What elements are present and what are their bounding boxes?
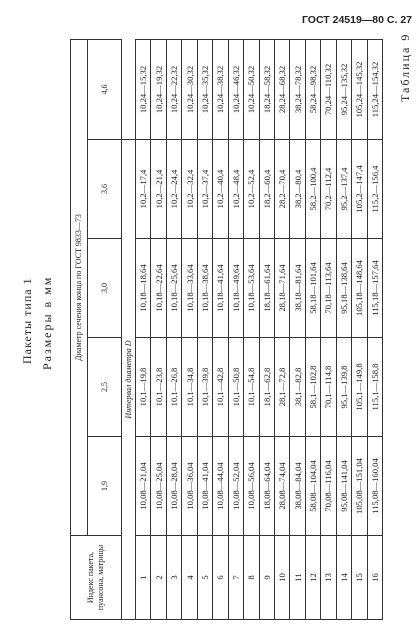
- range-cell: 10,2—52,4: [244, 140, 259, 239]
- range-cell: 10,24—19,32: [151, 39, 166, 139]
- diameter-column-header: 3,6: [88, 140, 122, 239]
- range-cell: 95,08—141,04: [336, 437, 351, 536]
- range-cell: 10,24—15,32: [136, 39, 151, 139]
- table-row: [367, 39, 382, 619]
- row-index: 15: [352, 536, 367, 620]
- table-row: [228, 39, 243, 619]
- range-cell: 70,2—112,4: [321, 140, 336, 239]
- row-index: 2: [151, 536, 166, 620]
- range-cell: 10,18—33,64: [182, 239, 197, 338]
- row-index: 6: [213, 536, 228, 620]
- range-cell: 18,1—62,8: [259, 338, 274, 437]
- interval-header: Интервал диаметра D: [122, 140, 136, 620]
- range-cell: 38,18—81,64: [290, 239, 305, 338]
- row-index: 13: [321, 536, 336, 620]
- table-row: [182, 39, 197, 619]
- range-cell: 10,24—50,32: [244, 39, 259, 139]
- diameter-header: Диаметр сечения конца по ГОСТ 9833—73: [71, 39, 88, 535]
- diameter-column-header: 1,9: [88, 437, 122, 536]
- range-cell: 18,18—61,64: [259, 239, 274, 338]
- range-cell: 10,1—50,8: [228, 338, 243, 437]
- row-index: 11: [290, 536, 305, 620]
- table-row: [352, 39, 367, 619]
- row-index: 8: [244, 536, 259, 620]
- table-row: [197, 39, 212, 619]
- range-cell: 10,18—41,64: [213, 239, 228, 338]
- range-cell: 38,2—80,4: [290, 140, 305, 239]
- range-cell: 10,24—22,32: [166, 39, 181, 139]
- table-row: [321, 39, 336, 619]
- table-row: [274, 39, 289, 619]
- range-cell: 18,2—60,4: [259, 140, 274, 239]
- range-cell: 10,24—35,32: [197, 39, 212, 139]
- range-cell: 10,2—24,4: [166, 140, 181, 239]
- range-cell: 105,18—148,64: [352, 239, 367, 338]
- range-cell: 38,1—82,8: [290, 338, 305, 437]
- range-cell: 10,2—21,4: [151, 140, 166, 239]
- range-cell: 95,24—135,32: [336, 39, 351, 139]
- range-cell: 10,1—54,8: [244, 338, 259, 437]
- table-row: [151, 39, 166, 619]
- row-index: 12: [305, 536, 320, 620]
- range-cell: 10,2—37,4: [197, 140, 212, 239]
- range-cell: 115,08—160,04: [367, 437, 382, 536]
- range-cell: 105,2—147,4: [352, 140, 367, 239]
- table-row: [166, 39, 181, 619]
- row-index: 5: [197, 536, 212, 620]
- table-row: [259, 39, 274, 619]
- range-cell: 115,24—154,32: [367, 39, 382, 139]
- range-cell: 115,18—157,64: [367, 239, 382, 338]
- table-subtitle: Размеры в мм: [40, 275, 54, 370]
- range-cell: 70,1—114,8: [321, 338, 336, 437]
- diameter-column-header: 3,0: [88, 239, 122, 338]
- range-cell: 105,08—151,04: [352, 437, 367, 536]
- table-title: Пакеты типа 1: [20, 277, 34, 364]
- range-cell: 38,24—78,32: [290, 39, 305, 139]
- row-index: 1: [136, 536, 151, 620]
- range-cell: 10,2—48,4: [228, 140, 243, 239]
- index-column-header: Индекс пакета, пуансона, матрицы: [71, 536, 122, 620]
- range-cell: 10,1—19,8: [136, 338, 151, 437]
- range-cell: 10,1—42,8: [213, 338, 228, 437]
- range-cell: 10,08—36,04: [182, 437, 197, 536]
- range-cell: 70,18—113,64: [321, 239, 336, 338]
- page-header: ГОСТ 24519—80 С. 27: [301, 14, 412, 26]
- range-cell: 10,24—46,32: [228, 39, 243, 139]
- dimensions-table: [70, 39, 383, 620]
- table-number: Таблица 9: [398, 32, 412, 102]
- range-cell: 10,08—44,04: [213, 437, 228, 536]
- range-cell: 10,18—25,64: [166, 239, 181, 338]
- range-cell: 10,08—21,04: [136, 437, 151, 536]
- table-row: [290, 39, 305, 619]
- row-index: 14: [336, 536, 351, 620]
- range-cell: 70,24—110,32: [321, 39, 336, 139]
- row-index: 16: [367, 536, 382, 620]
- range-cell: 10,08—56,04: [244, 437, 259, 536]
- range-cell: 105,24—145,32: [352, 39, 367, 139]
- range-cell: 115,1—158,8: [367, 338, 382, 437]
- row-index: 4: [182, 536, 197, 620]
- range-cell: 105,1—149,8: [352, 338, 367, 437]
- range-cell: 10,08—28,04: [166, 437, 181, 536]
- range-cell: 10,1—39,8: [197, 338, 212, 437]
- range-cell: 10,08—52,04: [228, 437, 243, 536]
- range-cell: 28,1—72,8: [274, 338, 289, 437]
- range-cell: 10,18—49,64: [228, 239, 243, 338]
- range-cell: 18,08—64,04: [259, 437, 274, 536]
- table-row: [336, 39, 351, 619]
- row-index: 7: [228, 536, 243, 620]
- range-cell: 10,2—32,4: [182, 140, 197, 239]
- table-row: [244, 39, 259, 619]
- range-cell: 10,1—23,8: [151, 338, 166, 437]
- range-cell: 10,24—38,32: [213, 39, 228, 139]
- range-cell: 38,08—84,04: [290, 437, 305, 536]
- range-cell: 18,24—58,32: [259, 39, 274, 139]
- range-cell: 10,18—53,64: [244, 239, 259, 338]
- row-index: 9: [259, 536, 274, 620]
- range-cell: 58,2—100,4: [305, 140, 320, 239]
- table-row: [136, 39, 151, 619]
- range-cell: 10,2—17,4: [136, 140, 151, 239]
- range-cell: 28,2—70,4: [274, 140, 289, 239]
- range-cell: 28,24—68,32: [274, 39, 289, 139]
- range-cell: 10,08—25,04: [151, 437, 166, 536]
- range-cell: 10,1—34,8: [182, 338, 197, 437]
- diameter-column-header: 2,5: [88, 338, 122, 437]
- range-cell: 95,2—137,4: [336, 140, 351, 239]
- table-row: [213, 39, 228, 619]
- range-cell: 10,2—40,4: [213, 140, 228, 239]
- range-cell: 28,08—74,04: [274, 437, 289, 536]
- range-cell: 115,2—156,4: [367, 140, 382, 239]
- range-cell: 10,18—18,64: [136, 239, 151, 338]
- range-cell: 58,1—102,8: [305, 338, 320, 437]
- range-cell: 95,18—138,64: [336, 239, 351, 338]
- row-index: 10: [274, 536, 289, 620]
- range-cell: 28,18—71,64: [274, 239, 289, 338]
- range-cell: 10,1—26,8: [166, 338, 181, 437]
- row-index: 3: [166, 536, 181, 620]
- range-cell: 58,24—98,32: [305, 39, 320, 139]
- range-cell: 10,24—30,32: [182, 39, 197, 139]
- range-cell: 10,18—38,64: [197, 239, 212, 338]
- range-cell: 10,18—22,64: [151, 239, 166, 338]
- range-cell: 58,08—104,04: [305, 437, 320, 536]
- range-cell: 70,08—116,04: [321, 437, 336, 536]
- table-row: [305, 39, 320, 619]
- diameter-column-header: 4,6: [88, 39, 122, 139]
- range-cell: 58,18—101,64: [305, 239, 320, 338]
- range-cell: 95,1—139,8: [336, 338, 351, 437]
- range-cell: 10,08—41,04: [197, 437, 212, 536]
